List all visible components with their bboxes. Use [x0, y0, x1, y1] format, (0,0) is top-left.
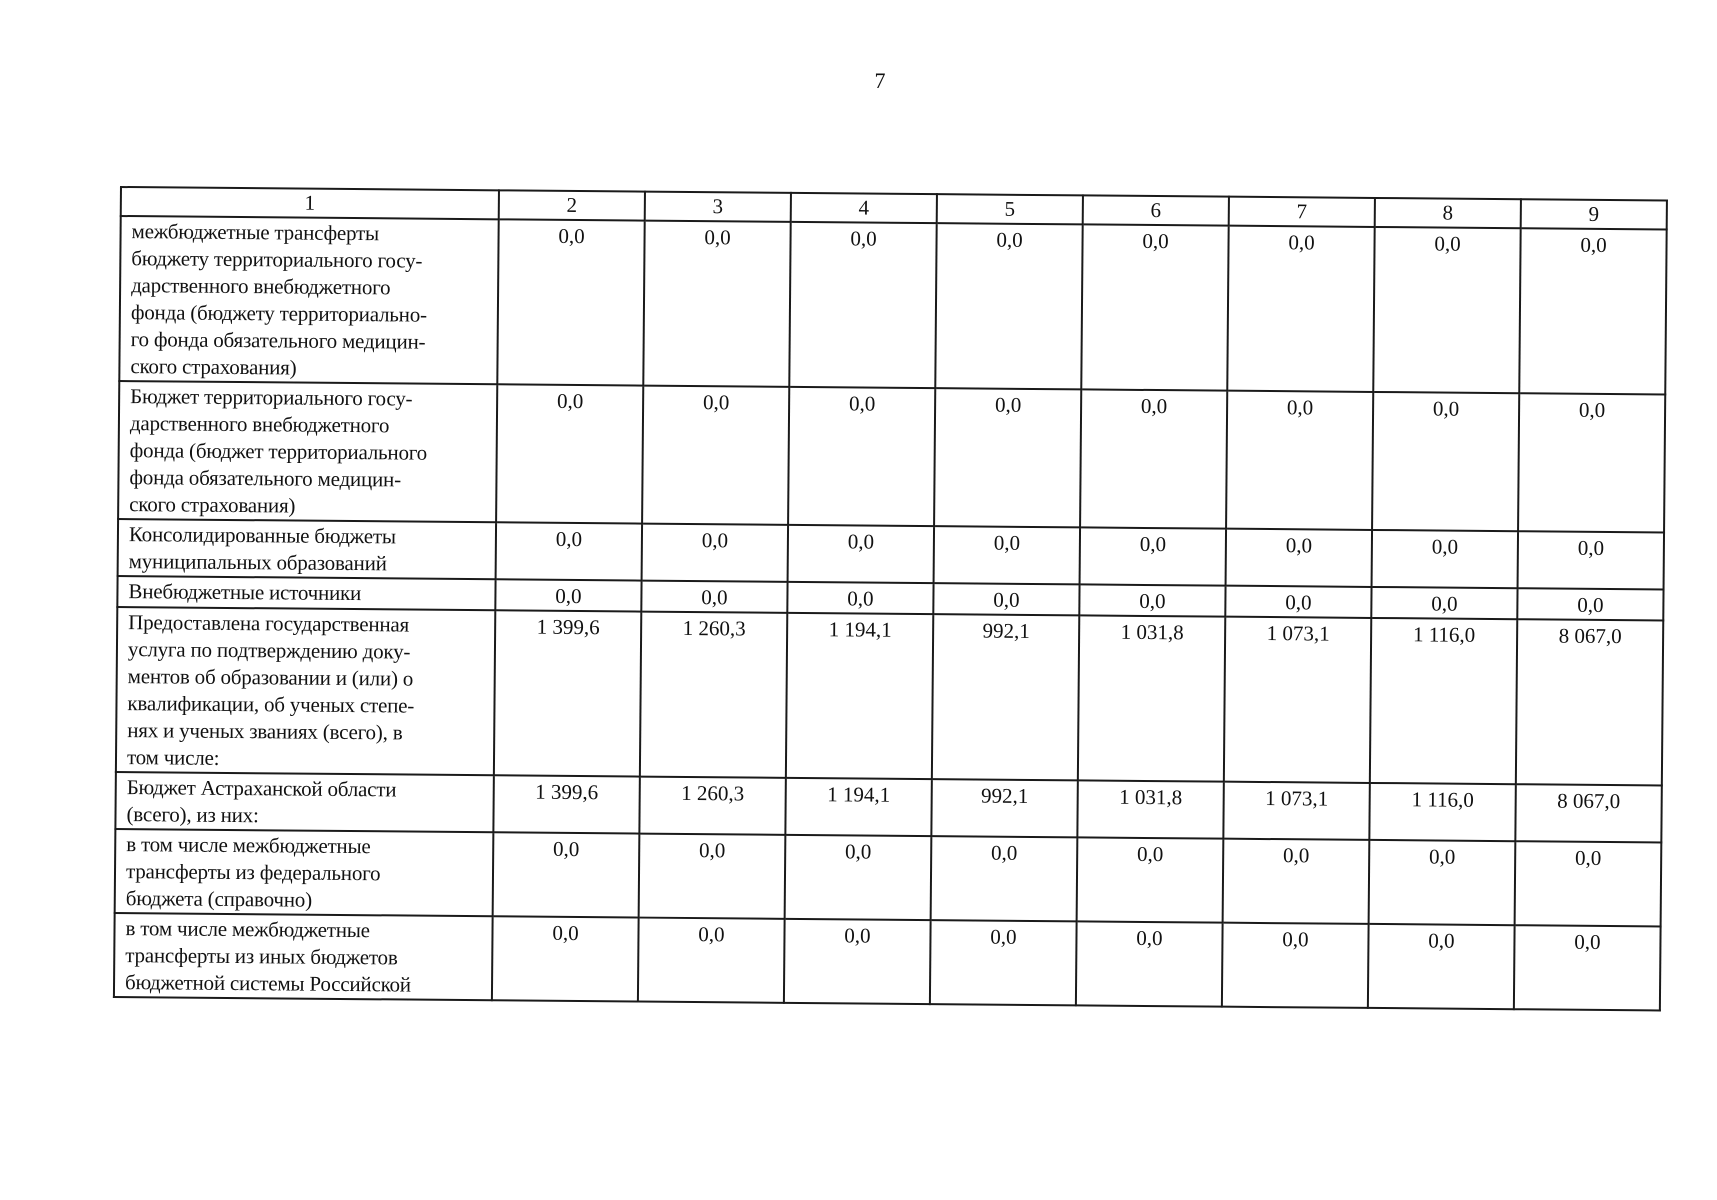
value-cell: 0,0: [1079, 584, 1225, 616]
row-label-line: услуга по подтверждению доку-: [127, 637, 411, 664]
value-cell: 0,0: [497, 219, 644, 385]
value-cell: 0,0: [789, 222, 936, 388]
value-cell: 1 399,6: [493, 775, 639, 833]
row-label-line: ского страхования): [130, 354, 297, 380]
row-label-line: Бюджет Астраханской области: [126, 775, 397, 802]
table-row: [114, 913, 1661, 1010]
value-cell: 0,0: [1518, 393, 1665, 532]
value-cell: 0,0: [1518, 531, 1664, 589]
row-label-line: го фонда обязательного медицин-: [130, 327, 426, 354]
table-row: [118, 381, 1665, 532]
row-label-line: муниципальных образований: [128, 549, 387, 576]
table-row: [115, 829, 1662, 926]
value-cell: 0,0: [1368, 924, 1515, 1009]
row-label-line: нях и ученых званиях (всего), в: [127, 718, 403, 745]
row-label-line: (всего), из них:: [126, 802, 259, 828]
value-cell: 1 194,1: [786, 613, 933, 779]
budget-table: [113, 186, 1668, 1011]
value-cell: 8 067,0: [1516, 619, 1663, 785]
value-cell: 0,0: [641, 581, 787, 613]
value-cell: 0,0: [1372, 530, 1518, 588]
value-cell: 0,0: [1515, 841, 1662, 926]
row-label: [116, 607, 495, 775]
value-cell: 0,0: [492, 916, 639, 1001]
value-cell: 992,1: [931, 779, 1077, 837]
value-cell: 0,0: [1080, 389, 1227, 528]
table-row: [119, 216, 1666, 394]
row-label-line: дарственного внебюджетного: [131, 273, 391, 300]
row-label-line: в том числе межбюджетные: [126, 832, 371, 859]
value-cell: 1 073,1: [1223, 782, 1369, 840]
value-cell: 0,0: [642, 524, 788, 582]
value-cell: 1 116,0: [1370, 618, 1517, 784]
value-cell: 0,0: [935, 223, 1082, 389]
row-label: [119, 216, 498, 384]
row-label: [115, 829, 494, 916]
row-label-line: трансферты из федерального: [125, 859, 381, 886]
page-number: 7: [874, 68, 886, 93]
column-header: 7: [1229, 197, 1375, 227]
column-header: 2: [499, 190, 645, 220]
row-label-line: Бюджет территориального госу-: [130, 384, 413, 411]
row-label: [114, 913, 493, 1000]
row-label-line: квалификации, об ученых степе-: [127, 691, 415, 718]
column-header: 1: [121, 187, 499, 219]
row-label-line: бюджетной системы Российской: [124, 970, 412, 997]
row-label-line: фонда обязательного медицин-: [129, 465, 402, 492]
value-cell: 1 031,8: [1078, 615, 1225, 781]
row-label-line: в том числе межбюджетные: [125, 916, 370, 943]
value-cell: 0,0: [639, 834, 786, 919]
value-cell: 1 073,1: [1224, 617, 1371, 783]
value-cell: 0,0: [931, 836, 1078, 921]
value-cell: 0,0: [1225, 586, 1371, 618]
row-label-line: бюджета (справочно): [125, 886, 313, 912]
row-label: [118, 519, 496, 579]
row-label-line: дарственного внебюджетного: [129, 411, 390, 438]
row-label-line: межбюджетные трансферты: [131, 219, 380, 246]
value-cell: 0,0: [934, 388, 1081, 527]
value-cell: 1 116,0: [1369, 783, 1515, 841]
value-cell: 0,0: [1373, 227, 1520, 393]
value-cell: 0,0: [1227, 226, 1374, 392]
column-header: 4: [791, 193, 937, 223]
value-cell: 0,0: [493, 832, 640, 917]
value-cell: 0,0: [787, 582, 933, 614]
value-cell: 0,0: [1222, 923, 1369, 1008]
value-cell: 0,0: [1081, 224, 1228, 390]
row-label-line: фонда (бюджету территориально-: [130, 300, 427, 327]
value-cell: 0,0: [1514, 925, 1661, 1010]
value-cell: 0,0: [495, 579, 641, 611]
value-cell: 0,0: [643, 221, 790, 387]
value-cell: 1 260,3: [639, 777, 785, 835]
value-cell: 0,0: [638, 918, 785, 1003]
row-label-line: фонда (бюджет территориального: [129, 438, 428, 465]
value-cell: 0,0: [788, 525, 934, 583]
column-header: 6: [1083, 195, 1229, 225]
row-label: [118, 381, 497, 522]
row-label-line: ского страхования): [129, 492, 296, 518]
value-cell: 0,0: [1226, 391, 1373, 530]
value-cell: 0,0: [1226, 529, 1372, 587]
row-label-line: Предоставлена государственная: [128, 610, 410, 637]
row-label-line: Консолидированные бюджеты: [128, 522, 396, 549]
value-cell: 0,0: [1371, 587, 1517, 619]
row-label: [115, 772, 493, 832]
value-cell: 1 194,1: [785, 778, 931, 836]
row-label: [117, 576, 495, 610]
row-label-line: ментов об образовании и (или) о: [127, 664, 414, 691]
value-cell: 0,0: [1076, 921, 1223, 1006]
row-label-line: том числе:: [126, 745, 220, 770]
value-cell: 8 067,0: [1515, 784, 1661, 842]
value-cell: 0,0: [788, 387, 935, 526]
column-header: 8: [1375, 198, 1521, 228]
value-cell: 1 031,8: [1077, 780, 1223, 838]
column-header: 9: [1521, 199, 1667, 229]
value-cell: 0,0: [642, 386, 789, 525]
row-label-line: трансферты из иных бюджетов: [125, 943, 398, 970]
value-cell: 0,0: [933, 583, 1079, 615]
value-cell: 0,0: [785, 835, 932, 920]
value-cell: 0,0: [1077, 837, 1224, 922]
value-cell: 0,0: [784, 919, 931, 1004]
value-cell: 0,0: [1517, 588, 1663, 620]
value-cell: 992,1: [932, 614, 1079, 780]
value-cell: 0,0: [1372, 392, 1519, 531]
table-row: [116, 607, 1663, 785]
value-cell: 0,0: [1369, 840, 1516, 925]
value-cell: 1 260,3: [640, 612, 787, 778]
table-body: [114, 216, 1667, 1010]
value-cell: 0,0: [934, 526, 1080, 584]
value-cell: 0,0: [496, 522, 642, 580]
value-cell: 0,0: [1519, 228, 1666, 394]
value-cell: 0,0: [1223, 839, 1370, 924]
row-label-line: бюджету территориального госу-: [131, 246, 423, 273]
value-cell: 0,0: [1080, 527, 1226, 585]
row-label-line: Внебюджетные источники: [128, 579, 362, 606]
value-cell: 0,0: [930, 920, 1077, 1005]
value-cell: 1 399,6: [494, 610, 641, 776]
column-header: 3: [645, 192, 791, 222]
column-header: 5: [937, 194, 1083, 224]
value-cell: 0,0: [496, 384, 643, 523]
